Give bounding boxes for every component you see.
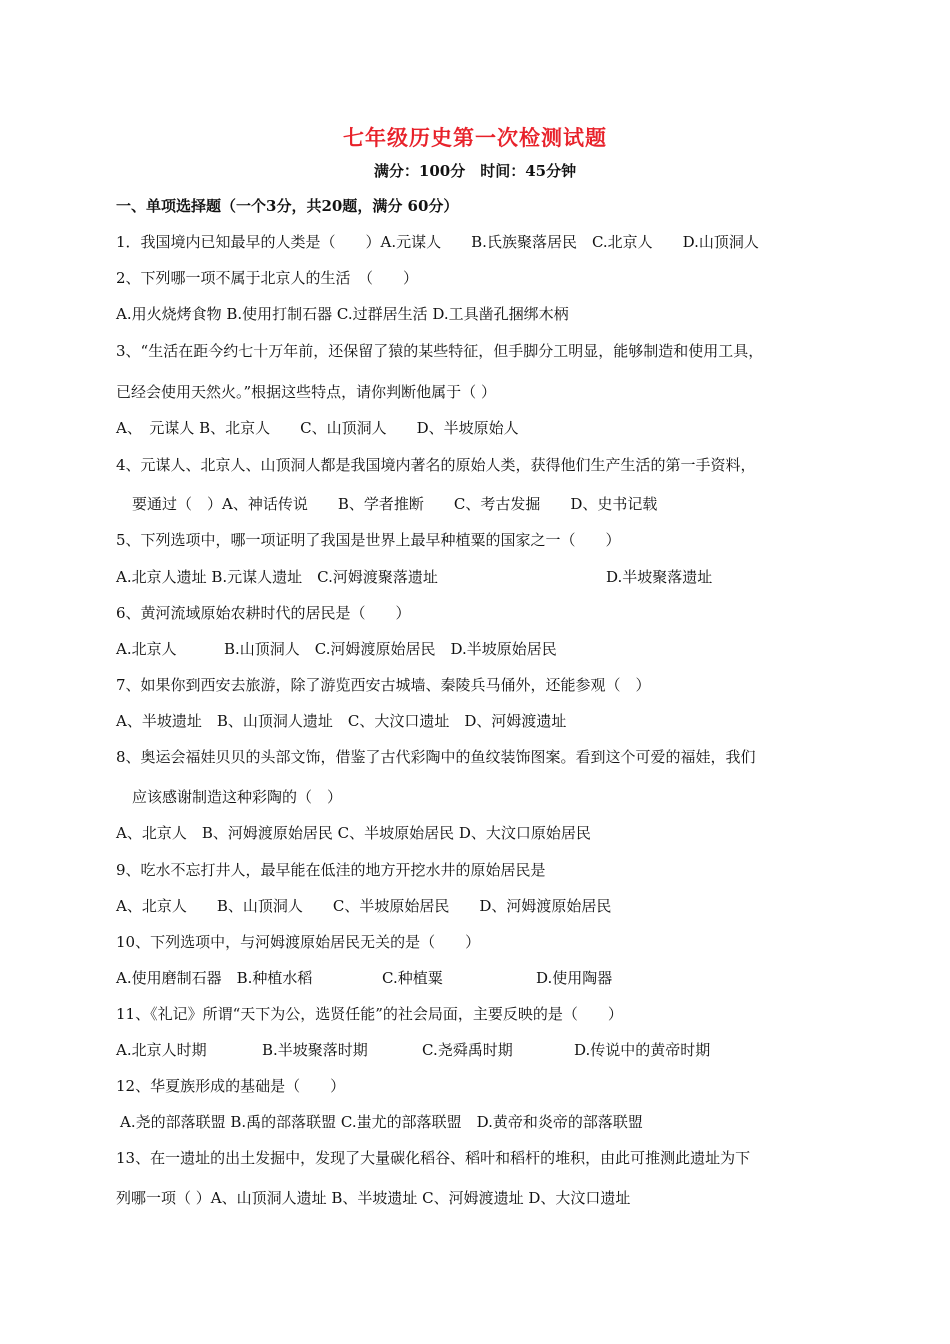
question-9: 9、吃水不忘打井人，最早能在低洼的地方开挖水井的原始居民是 — [116, 861, 546, 879]
question-11: 11、《礼记》所谓“天下为公，选贤任能”的社会局面，主要反映的是（ ） — [116, 1005, 623, 1023]
question-7: 7、如果你到西安去旅游，除了游览西安古城墙、秦陵兵马俑外，还能参观（ ） — [116, 676, 651, 694]
question-6-options: B.山顶洞人 C.河姆渡原始居民 D.半坡原始居民 — [224, 640, 557, 658]
question-10-option-d: D.使用陶器 — [536, 969, 613, 987]
question-6: 6、黄河流域原始农耕时代的居民是（ ） — [116, 604, 411, 622]
question-3: 3、“生活在距今约七十万年前，还保留了猿的某些特征，但手脚分工明显，能够制造和使用工具， — [116, 342, 764, 360]
question-13: 13、在一遗址的出土发掘中，发现了大量碳化稻谷、稻叶和稻杆的堆积，由此可推测此遗址为下 — [116, 1149, 751, 1167]
question-3-options: A、 元谋人 B、北京人 C、山顶洞人 D、半坡原始人 — [116, 419, 519, 437]
question-8-cont: 应该感谢制造这种彩陶的（ ） — [132, 788, 343, 806]
question-13-options: 列哪一项（ ）A、山顶洞人遗址 B、半坡遗址 C、河姆渡遗址 D、大汶口遗址 — [116, 1189, 631, 1207]
question-11-option-b: B.半坡聚落时期 — [262, 1041, 368, 1059]
question-5-option-d: D.半坡聚落遗址 — [606, 568, 713, 586]
question-11-option-d: D.传说中的黄帝时期 — [574, 1041, 711, 1059]
question-4: 4、元谋人、北京人、山顶洞人都是我国境内著名的原始人类，获得他们生产生活的第一手资料， — [116, 456, 756, 474]
question-9-options: A、北京人 B、山顶洞人 C、半坡原始居民 D、河姆渡原始居民 — [116, 897, 612, 915]
question-10-option-c: C.种植粟 — [382, 969, 443, 987]
question-2: 2、下列哪一项不属于北京人的生活 （ ） — [116, 269, 419, 287]
question-12: 12、华夏族形成的基础是（ ） — [116, 1077, 346, 1095]
question-12-options: A.尧的部落联盟 B.禹的部落联盟 C.蚩尤的部落联盟 D.黄帝和炎帝的部落联盟 — [120, 1113, 643, 1131]
score-time-info: 满分：100分 时间：45分钟 — [373, 162, 577, 180]
question-5-options: A.北京人遗址 B.元谋人遗址 C.河姆渡聚落遗址 — [116, 568, 438, 586]
question-4-options: 要通过（ ）A、神话传说 B、学者推断 C、考古发掘 D、史书记载 — [132, 495, 658, 513]
section-heading: 一、单项选择题（一个3分，共20题，满分 60分） — [116, 197, 459, 215]
question-5: 5、下列选项中，哪一项证明了我国是世界上最早种植粟的国家之一（ ） — [116, 531, 621, 549]
question-1: 1．我国境内已知最早的人类是（ ）A.元谋人 B.氏族聚落居民 C.北京人 D.山顶洞人 — [116, 233, 759, 251]
question-3-cont: 已经会使用天然火。”根据这些特点，请你判断他属于（ ） — [116, 383, 496, 401]
question-10-options: A.使用磨制石器 B.种植水稻 — [116, 969, 313, 987]
question-8-options: A、北京人 B、河姆渡原始居民 C、半坡原始居民 D、大汶口原始居民 — [116, 824, 591, 842]
question-10: 10、下列选项中，与河姆渡原始居民无关的是（ ） — [116, 933, 481, 951]
question-11-option-a: A.北京人时期 — [116, 1041, 207, 1059]
page-title: 七年级历史第一次检测试题 — [343, 125, 607, 150]
question-7-options: A、半坡遗址 B、山顶洞人遗址 C、大汶口遗址 D、河姆渡遗址 — [116, 712, 567, 730]
question-6-option-a: A.北京人 — [116, 640, 177, 658]
question-2-options: A.用火烧烤食物 B.使用打制石器 C.过群居生活 D.工具凿孔捆绑木柄 — [116, 305, 569, 323]
question-11-option-c: C.尧舜禹时期 — [422, 1041, 513, 1059]
question-8: 8、奥运会福娃贝贝的头部文饰，借鉴了古代彩陶中的鱼纹装饰图案。看到这个可爱的福娃，我们 — [116, 748, 756, 766]
